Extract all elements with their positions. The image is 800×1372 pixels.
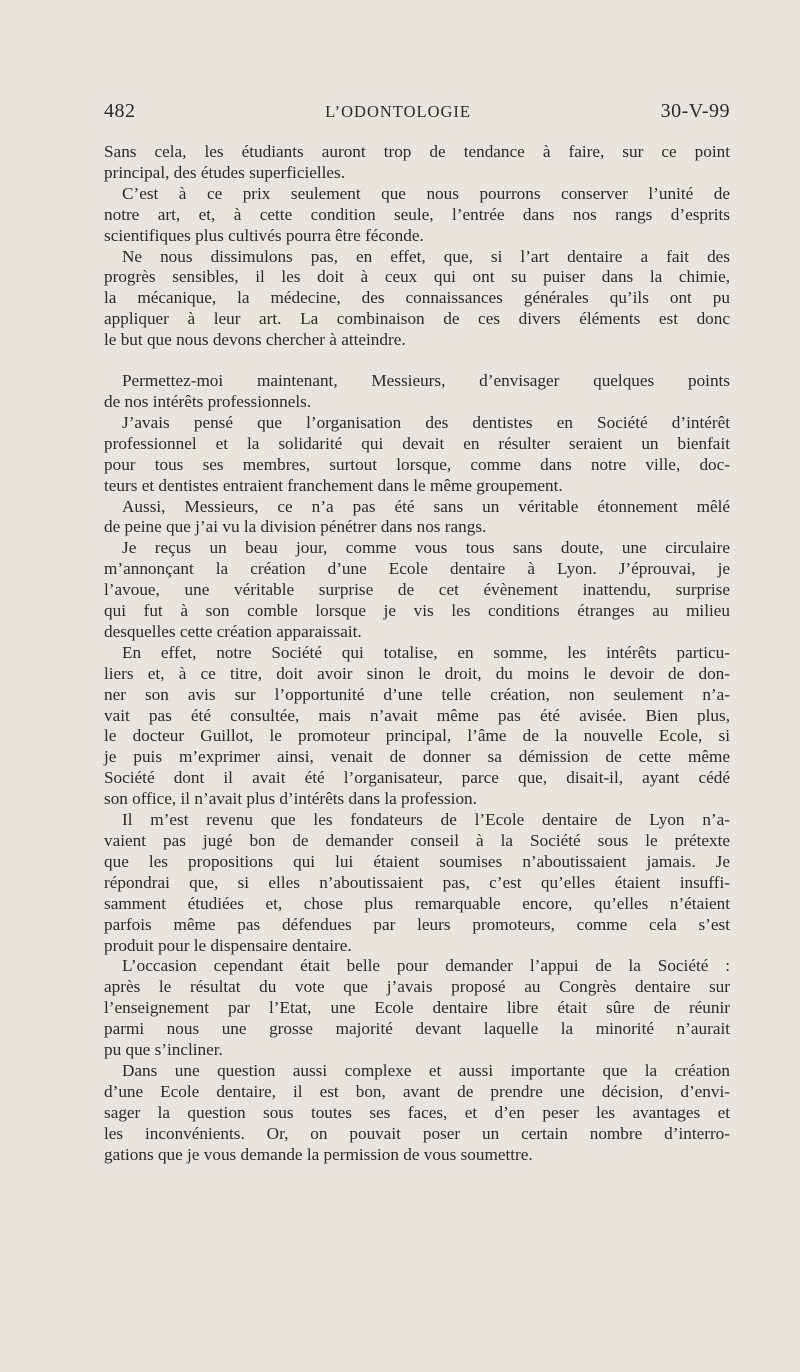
text-line: sager la question sous toutes ses faces, et d’en peser les avantages et: [104, 1102, 730, 1122]
paragraph-gap: [104, 351, 730, 371]
text-line: l’enseignement par l’Etat, une Ecole dentaire libre était sûre de réunir: [104, 998, 730, 1018]
text-line: J’avais pensé que l’organisation des dentistes en Société d’intérêt: [122, 412, 730, 432]
text-line: parfois même pas défendues par leurs promoteurs, comme cela s’est: [104, 914, 730, 934]
text-line: Aussi, Messieurs, ce n’a pas été sans un véritable étonnement mêlé: [122, 496, 730, 516]
text-line: produit pour le dispensaire dentaire.: [104, 935, 352, 955]
text-line: son office, il n’avait plus d’intérêts dans la profession.: [104, 789, 477, 809]
text-line: Il m’est revenu que les fondateurs de l’Ecole dentaire de Lyon n’a-: [122, 810, 730, 830]
text-line: parmi nous une grosse majorité devant laquelle la minorité n’aurait: [104, 1019, 730, 1039]
text-line: je puis m’exprimer ainsi, venait de donner sa démission de cette même: [104, 747, 730, 767]
text-line: répondrai que, si elles n’aboutissaient pas, c’est qu’elles étaient insuffi-: [104, 872, 730, 892]
text-line: appliquer à leur art. La combinaison de ces divers éléments est donc: [104, 309, 730, 329]
text-line: notre art, et, à cette condition seule, l’entrée dans nos rangs d’esprits: [104, 204, 730, 224]
text-line: progrès sensibles, il les doit à ceux qui ont su puiser dans la chimie,: [104, 267, 730, 287]
text-line: pu que s’incliner.: [104, 1040, 223, 1060]
text-line: de peine que j’ai vu la division pénétrer dans nos rangs.: [104, 517, 487, 537]
text-line: Je reçus un beau jour, comme vous tous sans doute, une circulaire: [122, 538, 730, 558]
text-line: principal, des études superficielles.: [104, 162, 346, 182]
text-line: après le résultat du vote que j’avais proposé au Congrès dentaire sur: [104, 977, 730, 997]
running-header: [104, 100, 730, 136]
text-line: C’est à ce prix seulement que nous pourrons conserver l’unité de: [122, 183, 730, 203]
text-line: d’une Ecole dentaire, il est bon, avant de prendre une décision, d’envi-: [104, 1081, 730, 1101]
page-number: 482: [104, 100, 136, 122]
text-line: qui fut à son comble lorsque je vis les conditions étranges au milieu: [104, 601, 730, 621]
text-line: Permettez-moi maintenant, Messieurs, d’envisager quelques points: [122, 371, 730, 391]
text-line: la mécanique, la médecine, des connaissances générales qu’ils ont pu: [104, 288, 730, 308]
text-line: En effet, notre Société qui totalise, en somme, les intérêts particu-: [122, 642, 730, 662]
text-line: gations que je vous demande la permission de vous soumettre.: [104, 1144, 533, 1164]
text-line: desquelles cette création apparaissait.: [104, 621, 362, 641]
text-line: ner son avis sur l’opportunité d’une telle création, non seulement n’a-: [104, 684, 730, 704]
body-text: [104, 142, 730, 1166]
text-line: les inconvénients. Or, on pouvait poser un certain nombre d’interro-: [104, 1123, 730, 1143]
journal-title: L’ODONTOLOGIE: [325, 102, 471, 121]
text-line: professionnel et la solidarité qui devait en résulter seraient un bienfait: [104, 433, 730, 453]
text-line: que les propositions qui lui étaient soumises n’aboutissaient jamais. Je: [104, 851, 730, 871]
text-line: Sans cela, les étudiants auront trop de tendance à faire, sur ce point: [104, 142, 730, 161]
issue-date: 30-V-99: [660, 100, 730, 122]
text-line: L’occasion cependant était belle pour demander l’appui de la Société :: [122, 956, 730, 976]
text-line: pour tous ses membres, surtout lorsque, comme dans notre ville, doc-: [104, 454, 730, 474]
text-line: m’annonçant la création d’une Ecole dentaire à Lyon. J’éprouvai, je: [104, 559, 730, 579]
text-line: l’avoue, une véritable surprise de cet évènement inattendu, surprise: [104, 580, 730, 600]
text-line: de nos intérêts professionnels.: [104, 391, 312, 411]
text-line: vaient pas jugé bon de demander conseil à la Société sous le prétexte: [104, 831, 730, 850]
text-line: scientifiques plus cultivés pourra être féconde.: [104, 225, 424, 245]
text-line: Dans une question aussi complexe et aussi importante que la création: [122, 1060, 730, 1080]
text-line: Société dont il avait été l’organisateur, parce que, disait-il, ayant cédé: [104, 768, 730, 788]
text-line: liers et, à ce titre, doit avoir sinon le droit, du moins le devoir de don-: [104, 663, 730, 683]
text-line: vait pas été consultée, mais n’avait même pas été avisée. Bien plus,: [104, 705, 730, 725]
text-line: Ne nous dissimulons pas, en effet, que, si l’art dentaire a fait des: [122, 246, 730, 266]
text-line: teurs et dentistes entraient franchement dans le même groupement.: [104, 475, 563, 495]
text-line: le docteur Guillot, le promoteur principal, l’âme de la nouvelle Ecole, si: [104, 726, 730, 746]
text-line: le but que nous devons chercher à atteindre.: [104, 330, 406, 350]
text-line: samment étudiées et, chose plus remarquable encore, qu’elles n’étaient: [104, 893, 730, 913]
